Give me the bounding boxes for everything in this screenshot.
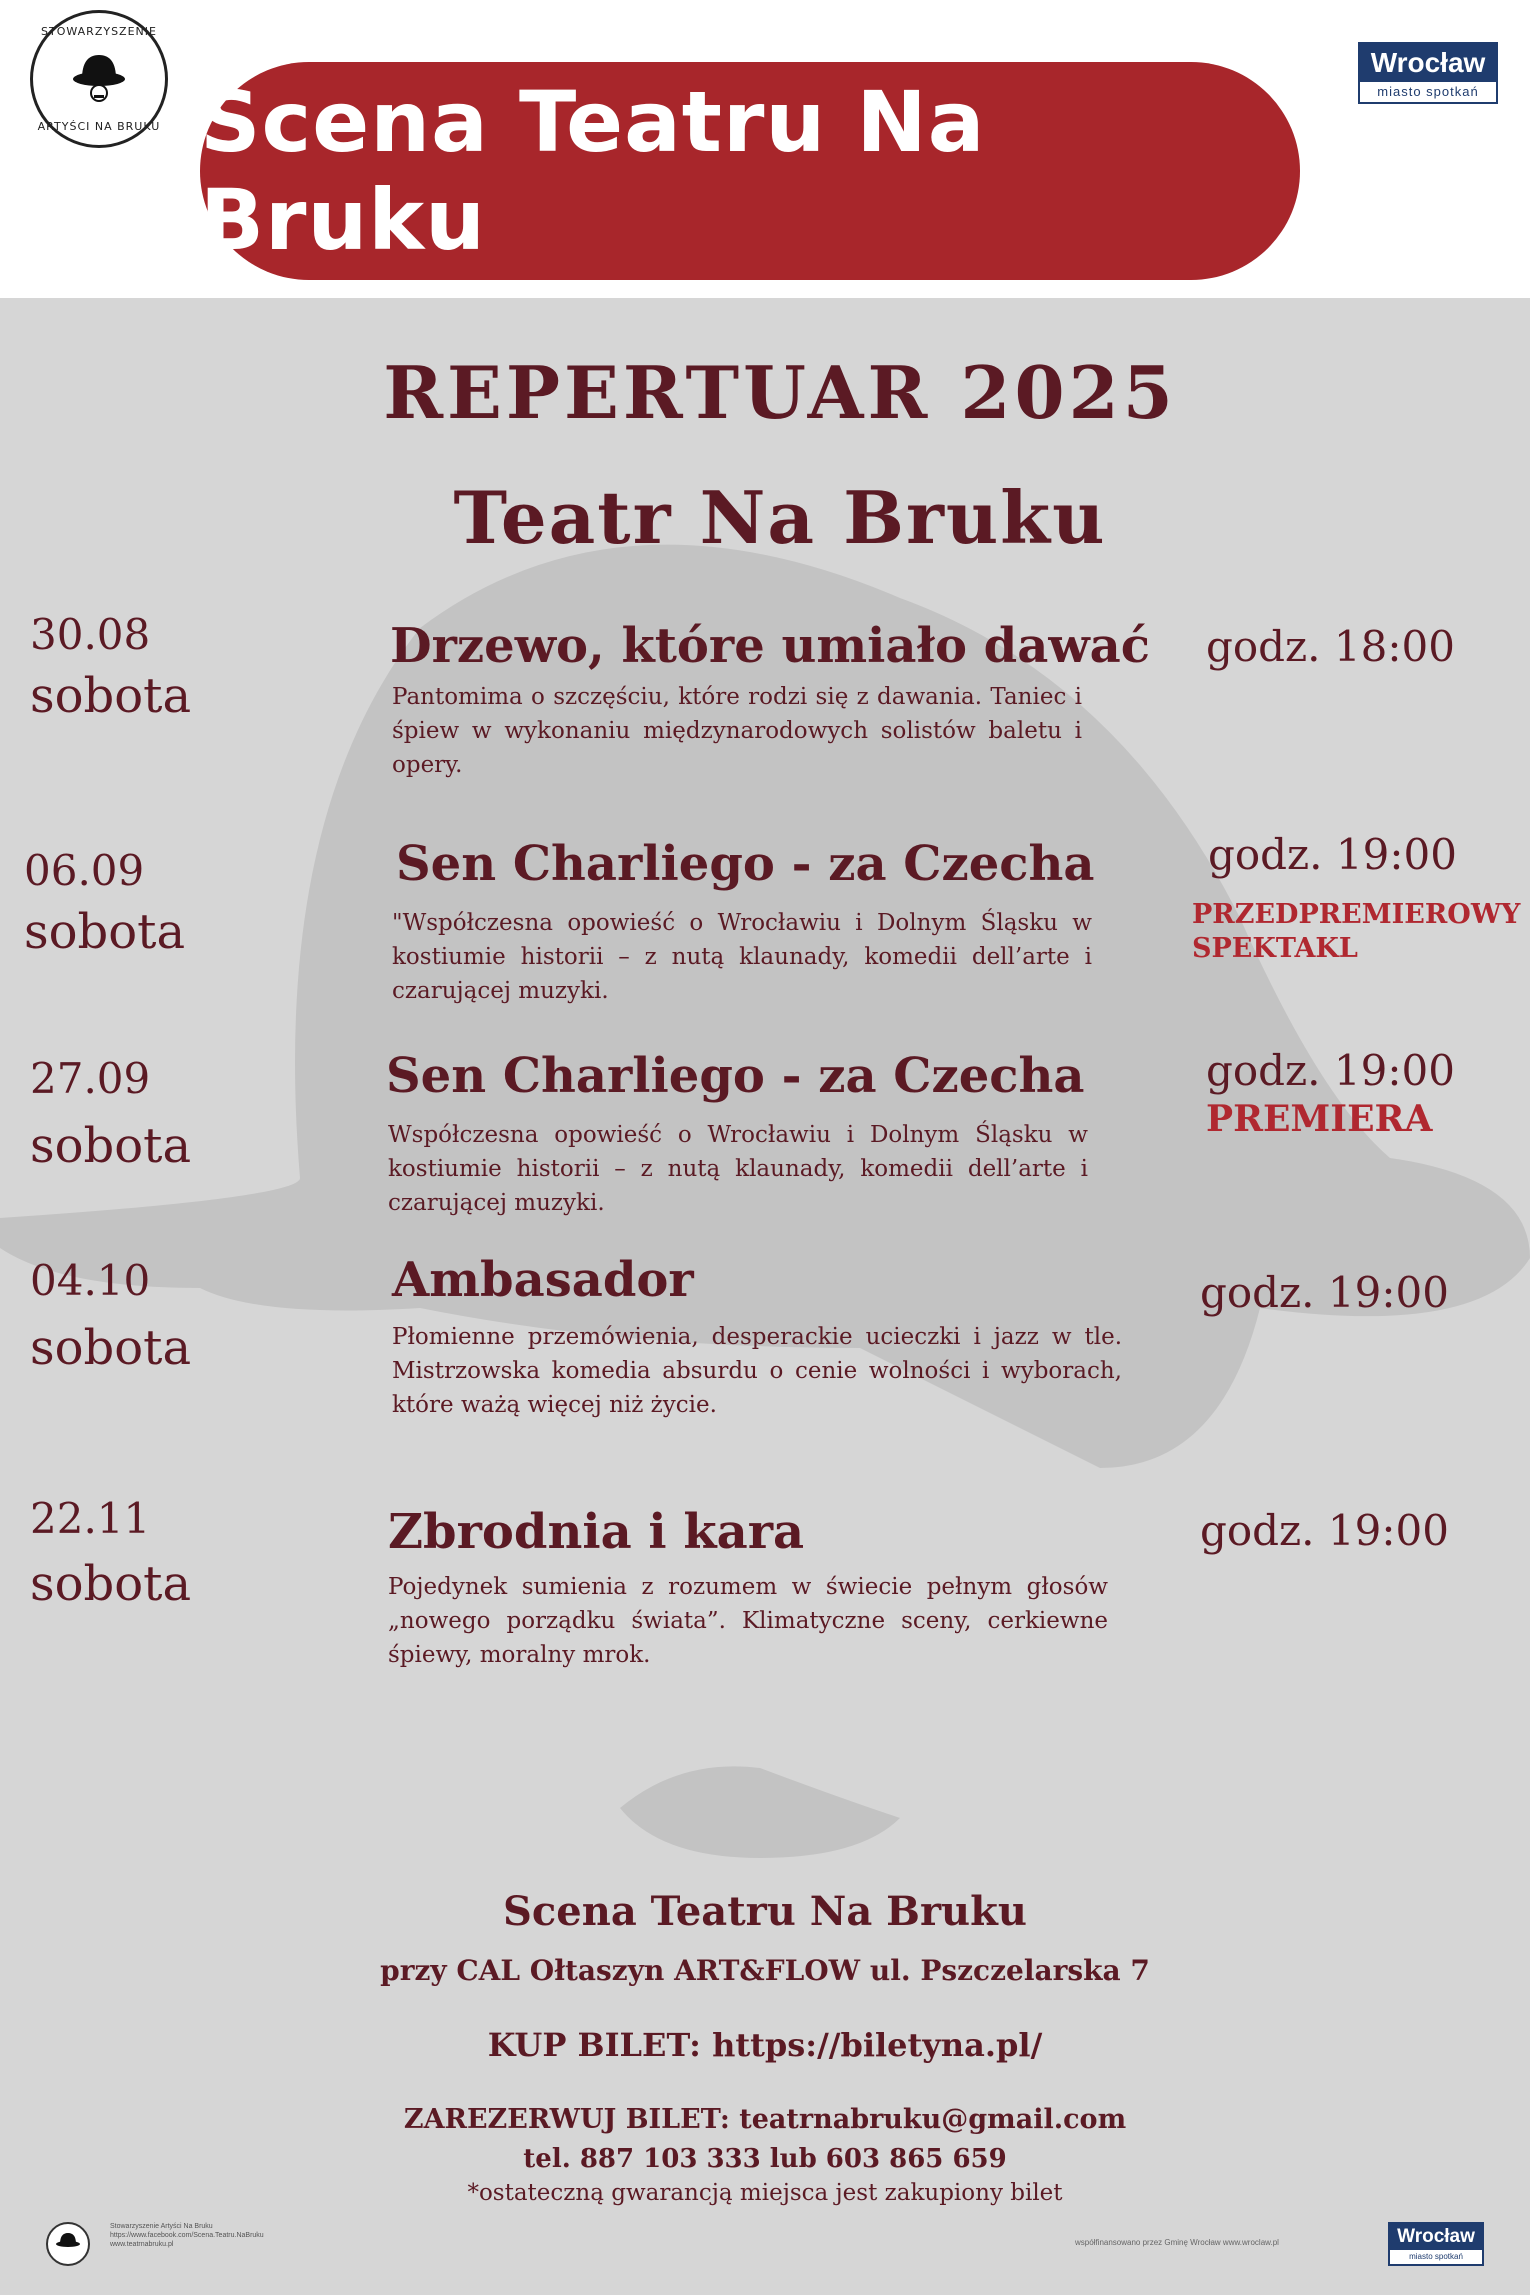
event-day: sobota (30, 1556, 192, 1612)
wroclaw-logo-small-tagline: miasto spotkań (1409, 2252, 1463, 2261)
event-description: Płomienne przemówienia, desperackie ucieczki i jazz w tle. Mistrzowska komedia absurdu o cenie wolności i wyborach, które ważą więcej niż życie. (392, 1324, 1122, 1418)
logo-ring-text-top: STOWARZYSZENIE (41, 25, 157, 38)
small-print-org: Stowarzyszenie Artyści Na Bruku (110, 2223, 213, 2230)
wroclaw-logo-small (1388, 2222, 1484, 2266)
event-date: 04.10 (30, 1256, 151, 1305)
ticket-note: *ostateczną gwarancją miejsca jest zakupiony bilet (467, 2180, 1063, 2206)
event-time: godz. 19:00 (1208, 830, 1457, 879)
event-time: godz. 18:00 (1206, 622, 1455, 671)
event-title: Sen Charliego - za Czecha (396, 836, 1095, 892)
page-subtitle: Teatr Na Bruku (453, 475, 1107, 560)
bowler-hat-icon-small (48, 2224, 88, 2264)
event-title: Sen Charliego - za Czecha (386, 1048, 1085, 1104)
event-day: sobota (30, 668, 192, 724)
event-date: 30.08 (30, 610, 151, 659)
association-logo (30, 10, 168, 148)
bowler-hat-icon (64, 49, 134, 109)
small-print-website[interactable]: www.teatrnabruku.pl (110, 2241, 174, 2248)
wroclaw-logo-text: Wrocław (1360, 44, 1496, 82)
event-description: Współczesna opowieść o Wrocławiu i Dolnym Śląsku w kostiumie historii – z nutą klaunady, komedii dell’arte i czarującej muzyki. (388, 1122, 1088, 1216)
wroclaw-logo-small-text: Wrocław (1390, 2224, 1482, 2250)
banner-title: Scena Teatru Na Bruku (200, 73, 986, 269)
event-title: Drzewo, które umiało dawać (390, 618, 1150, 674)
event-date: 22.11 (30, 1494, 151, 1543)
event-time: godz. 19:00 (1206, 1046, 1455, 1095)
event-date: 06.09 (24, 846, 145, 895)
event-time: godz. 19:00 (1200, 1506, 1449, 1555)
event-tag: PRZEDPREMIEROWY SPEKTAKL (1192, 899, 1521, 964)
event-description: Pojedynek sumienia z rozumem w świecie pełnym głosów „nowego porządku świata”. Klimatyczne sceny, cerkiewne śpiewy, moralny mrok. (388, 1574, 1108, 1668)
small-print-facebook[interactable]: https://www.facebook.com/Scena.Teatru.NaBruku (110, 2232, 264, 2239)
page-title: REPERTUAR 2025 (383, 350, 1177, 435)
wroclaw-logo-tagline: miasto spotkań (1377, 84, 1479, 99)
reserve-ticket-email[interactable]: ZAREZERWUJ BILET: teatrnabruku@gmail.com (403, 2104, 1127, 2135)
event-description: Pantomima o szczęściu, które rodzi się z dawania. Taniec i śpiew w wykonaniu międzynarodowych solistów baletu i opery. (392, 684, 1082, 778)
event-day: sobota (30, 1118, 192, 1174)
event-day: sobota (30, 1320, 192, 1376)
event-description: "Współczesna opowieść o Wrocławiu i Dolnym Śląsku w kostiumie historii – z nutą klaunady, komedii dell’arte i czarującej muzyki. (392, 910, 1092, 1004)
event-time: godz. 19:00 (1200, 1268, 1449, 1317)
venue-address: przy CAL Ołtaszyn ART&FLOW ul. Pszczelarska 7 (380, 1954, 1150, 1987)
event-title: Ambasador (392, 1252, 694, 1308)
buy-ticket-link[interactable]: KUP BILET: https://biletyna.pl/ (487, 2026, 1043, 2064)
small-print-right: współfinansowano przez Gminę Wrocław www.wroclaw.pl (1075, 2238, 1279, 2247)
banner (200, 62, 1300, 280)
wroclaw-logo (1358, 42, 1498, 104)
small-print-left (110, 2222, 370, 2249)
event-day: sobota (24, 904, 186, 960)
event-title: Zbrodnia i kara (388, 1504, 805, 1560)
association-logo-small (46, 2222, 90, 2266)
header (0, 0, 1530, 298)
logo-ring-text-bottom: ARTYŚCI NA BRUKU (37, 120, 161, 133)
phone-numbers: tel. 887 103 333 lub 603 865 659 (523, 2144, 1007, 2174)
venue-name: Scena Teatru Na Bruku (503, 1888, 1027, 1935)
event-tag: PREMIERA (1206, 1098, 1433, 1140)
event-date: 27.09 (30, 1054, 151, 1103)
